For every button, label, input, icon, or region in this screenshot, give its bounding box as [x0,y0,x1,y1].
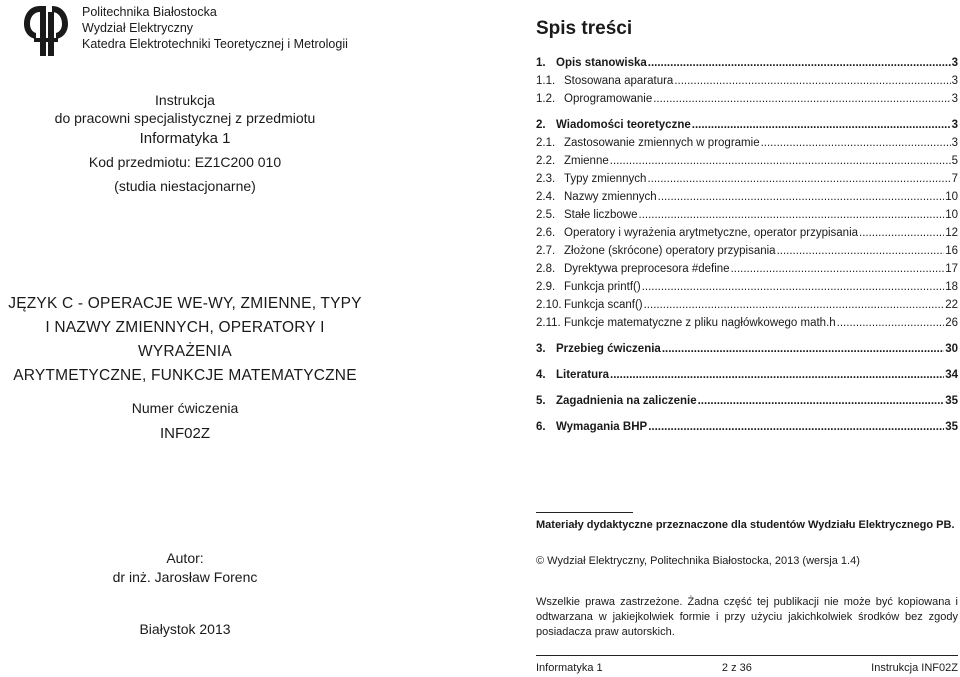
toc-leader-dots [658,191,945,203]
exercise-number: INF02Z [159,425,210,442]
toc-entry-page: 16 [945,245,958,257]
toc-entry-page: 35 [945,395,958,407]
toc-entry-number: 3. [536,343,546,355]
toc-list [536,57,958,447]
toc-entry-page: 12 [945,227,958,239]
topic-title [0,292,370,388]
toc-entry[interactable] [536,191,958,209]
toc-entry-number: 5. [536,395,546,407]
toc-entry-label: Zastosowanie zmiennych w programie [564,137,760,149]
toc-entry[interactable] [536,93,958,111]
toc-entry[interactable] [536,317,958,335]
footer-subject: Informatyka 1 [536,662,603,674]
topic-line: I NAZWY ZMIENNYCH, OPERATORY I WYRAŻENIA [45,319,325,360]
toc-entry-page: 34 [945,369,958,381]
toc-entry-label: Stosowana aparatura [564,75,674,87]
toc-leader-dots [761,137,951,149]
toc-entry-number: 2.6. [536,227,556,239]
toc-leader-dots [837,317,945,329]
toc-entry-number: 1.2. [536,93,556,105]
toc-entry-number: 2.11. [536,317,561,329]
exercise-label: Numer ćwiczenia [131,400,239,416]
place-year: Białystok 2013 [139,621,231,637]
toc-leader-dots [644,299,945,311]
toc-leader-dots [692,119,951,131]
toc-entry-label: Funkcja printf() [564,281,641,293]
pb-logo-icon [20,2,72,58]
toc-leader-dots [610,155,951,167]
toc-leader-dots [653,93,950,105]
toc-entry-page: 10 [945,191,958,203]
toc-entry-page: 3 [951,93,958,105]
toc-entry[interactable] [536,173,958,191]
toc-leader-dots [647,173,950,185]
toc-entry-label: Wiadomości teoretyczne [556,119,691,131]
toc-entry-label: Złożone (skrócone) operatory przypisania [564,245,776,257]
page-footer [536,662,958,674]
toc-group [536,421,958,439]
toc-entry-label: Wymagania BHP [556,421,648,433]
toc-page [536,0,960,677]
toc-entry-label: Zagadnienia na zaliczenie [556,395,697,407]
toc-entry-label: Stałe liczbowe [564,209,638,221]
subject-code: Kod przedmiotu: EZ1C200 010 [88,154,282,170]
toc-entry-label: Literatura [556,369,610,381]
toc-entry[interactable] [536,395,958,413]
toc-entry-label: Nazwy zmiennych [564,191,657,203]
toc-entry-label: Oprogramowanie [564,93,653,105]
toc-entry-page: 5 [951,155,958,167]
toc-entry-page: 3 [951,57,958,69]
author-name: dr inż. Jarosław Forenc [112,569,258,585]
materials-note: Materiały dydaktyczne przeznaczone dla studentów Wydziału Elektrycznego PB. [536,519,955,531]
toc-group [536,343,958,361]
toc-entry-number: 1.1. [536,75,556,87]
toc-entry-page: 7 [951,173,958,185]
toc-entry-page: 17 [945,263,958,275]
toc-entry-number: 2.9. [536,281,556,293]
author-label: Autor: [166,550,204,566]
instruction-subtitle: do pracowni specjalistycznej z przedmiotu [54,110,316,126]
toc-leader-dots [859,227,944,239]
topic-line: ARYTMETYCZNE, FUNKCJE MATEMATYCZNE [13,367,357,384]
toc-entry-page: 10 [945,209,958,221]
toc-entry-number: 2.2. [536,155,556,167]
toc-entry[interactable] [536,343,958,361]
institution-header [82,4,348,52]
toc-entry-page: 35 [945,421,958,433]
toc-group [536,57,958,111]
toc-group [536,119,958,335]
toc-group [536,369,958,387]
separator [536,512,633,513]
toc-entry-number: 2.1. [536,137,556,149]
topic-line: JĘZYK C - OPERACJE WE-WY, ZMIENNE, TYPY [8,295,362,312]
toc-leader-dots [648,421,944,433]
toc-entry[interactable] [536,209,958,227]
toc-entry[interactable] [536,263,958,281]
toc-group [536,395,958,413]
toc-entry-label: Opis stanowiska [556,57,647,69]
toc-entry[interactable] [536,155,958,173]
copyright-note: © Wydział Elektryczny, Politechnika Białostocka, 2013 (wersja 1.4) [536,555,860,567]
toc-entry-number: 2.8. [536,263,556,275]
toc-entry-number: 4. [536,369,546,381]
university-name: Politechnika Białostocka [82,5,217,19]
toc-entry-label: Dyrektywa preprocesora #define [564,263,730,275]
instruction-label: Instrukcja [155,92,215,108]
toc-entry-number: 2.4. [536,191,556,203]
toc-leader-dots [610,369,944,381]
toc-entry[interactable] [536,57,958,75]
toc-entry[interactable] [536,299,958,317]
toc-entry-number: 6. [536,421,546,433]
footer-instruction: Instrukcja INF02Z [871,662,958,674]
toc-entry-number: 1. [536,57,546,69]
study-mode: (studia niestacjonarne) [114,178,256,194]
toc-entry-page: 18 [945,281,958,293]
toc-entry-number: 2. [536,119,546,131]
toc-entry-page: 26 [945,317,958,329]
toc-entry[interactable] [536,281,958,299]
faculty-name: Wydział Elektryczny [82,21,194,35]
toc-entry-page: 30 [945,343,958,355]
toc-entry[interactable] [536,245,958,263]
toc-entry[interactable] [536,75,958,93]
toc-entry-label: Zmienne [564,155,609,167]
toc-title: Spis treści [536,18,633,39]
toc-entry-label: Funkcja scanf() [564,299,643,311]
toc-entry-label: Przebieg ćwiczenia [556,343,661,355]
toc-leader-dots [648,57,951,69]
title-page [0,0,370,677]
toc-entry-number: 2.5. [536,209,556,221]
toc-entry-label: Typy zmiennych [564,173,647,185]
toc-leader-dots [674,75,950,87]
rights-note: Wszelkie prawa zastrzeżone. Żadna część tej publikacji nie może być kopiowana i odtwarzana w jakiejkolwiek formie i przy użyciu jakichkolwiek środków bez zgody posiadacza praw autorskich. [536,596,958,638]
toc-entry[interactable] [536,369,958,387]
toc-entry-label: Operatory i wyrażenia arytmetyczne, operator przypisania [564,227,859,239]
toc-entry-number: 2.7. [536,245,556,257]
subject-name: Informatyka 1 [139,130,231,147]
toc-entry-page: 3 [951,137,958,149]
toc-leader-dots [777,245,945,257]
toc-leader-dots [639,209,945,221]
department-name: Katedra Elektrotechniki Teoretycznej i Metrologii [82,37,348,51]
toc-entry-page: 3 [951,75,958,87]
footer-divider [536,655,958,656]
toc-entry-number: 2.10. [536,299,562,311]
toc-entry[interactable] [536,227,958,245]
toc-leader-dots [731,263,945,275]
toc-entry[interactable] [536,421,958,439]
toc-entry-page: 3 [951,119,958,131]
toc-leader-dots [642,281,945,293]
page-number: 2 z 36 [721,662,752,674]
toc-entry[interactable] [536,137,958,155]
toc-entry[interactable] [536,119,958,137]
toc-entry-page: 22 [945,299,958,311]
toc-leader-dots [698,395,945,407]
toc-leader-dots [662,343,944,355]
toc-entry-label: Funkcje matematyczne z pliku nagłówkowego math.h [564,317,836,329]
toc-entry-number: 2.3. [536,173,556,185]
